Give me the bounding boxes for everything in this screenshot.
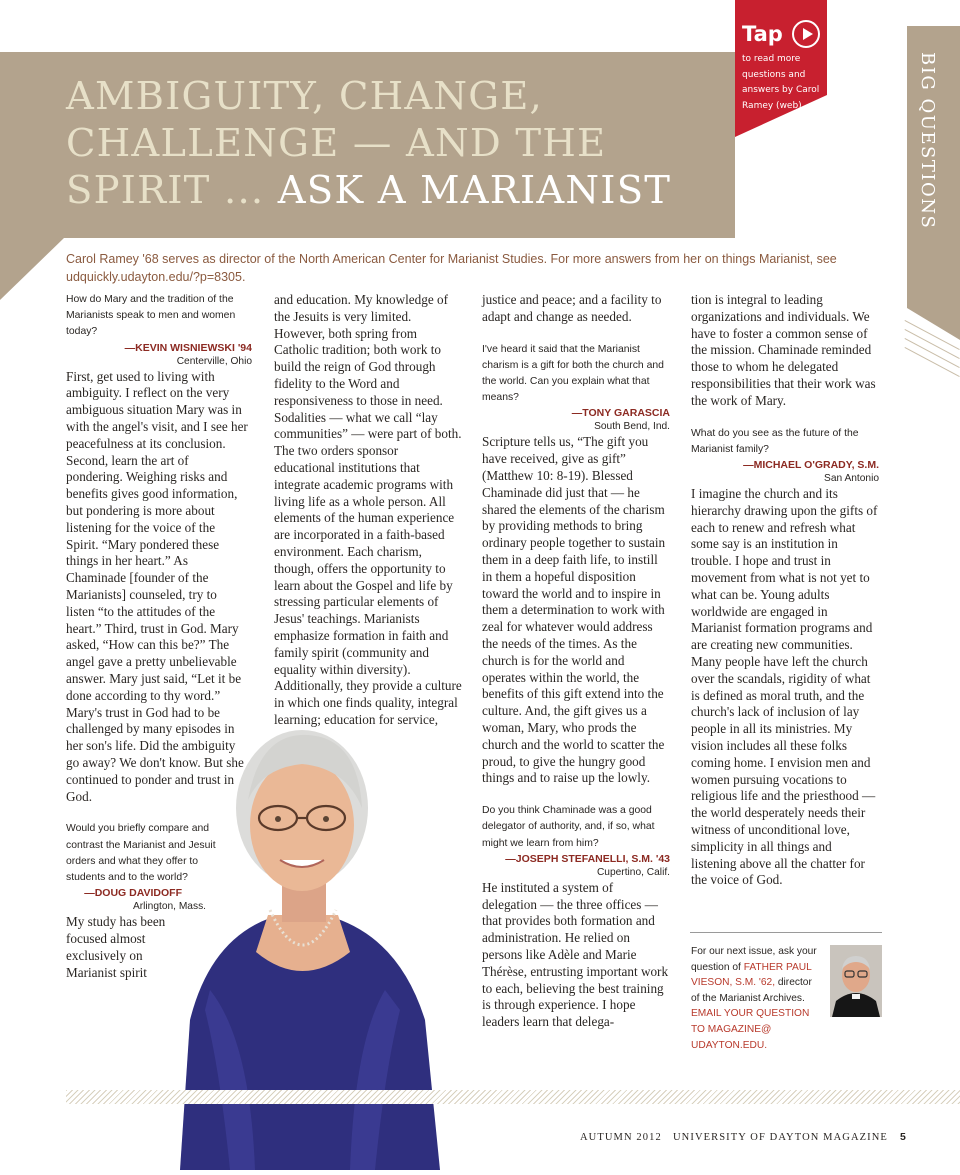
question-2: Would you briefly compare and contrast the Marianist and Jesuit orders and what they offer to students and to the world? (66, 823, 216, 883)
answer-5: I imagine the church and its hierarchy drawing upon the gifts of each to renew and refresh what some say is an institution in trouble. I hope and trust in movement from what is not yet to what can be. Young adults worldwide are engaged in Marianist formation programs and are creating new communities. Many people have left the church over the scandals, rigidity of what is defined as moral truth, and the church's lack of inclusion of lay people in all its ministries. My vision includes all these folks coming home. I envision men and women pursuing vocations to religious life and the priesthood — the world desperately needs their witness of unconditional love, simplicity in all things and listening above all the chatter for the voice of God. (691, 485, 878, 888)
paul-vieson-photo (830, 945, 882, 1017)
section-label: BIG QUESTIONS (917, 52, 938, 230)
answer-1: First, get used to living with ambiguity. I reflect on the very ambiguous situation Mary was in with the angel's visit, and I see her peacefulness at its conclusion. Second, learn the art of pondering. Weighing risks and benefits gives good information, but pondering is more about listening for the voice of the Spirit. “Mary pondered these things in her heart.” As Chaminade [founder of the Marianists] counseled, try to listen “to the attitudes of the heart.” Third, trust in God. Mary asked, “How can this be?” The angel gave a pretty unbelievable answer. Mary just said, “Let it be done according to thy word.” Mary's trust in God had to be challenged by many episodes in her son's life. Did the ambiguity go away? We don't know. But she continued to ponder and trust in God. (66, 368, 248, 804)
spacer (482, 787, 670, 803)
answer-4-continued: tion is integral to leading organizations and individuals. We have to foster a common sense of the mission. Chaminade reminded those to whom he delegated responsibilities that their work was the work of Mary. (691, 292, 876, 408)
question-5: What do you see as the future of the Marianist family? (691, 427, 859, 455)
answer-4: He instituted a system of delegation — the three offices — that provides both formation and administration. He relied on persons like Adèle and Marie Thérèse, entrusting important work to each, believing the best training is through experience. I hope leaders learn that delega- (482, 879, 669, 1030)
tap-label: Tap (742, 22, 783, 46)
column-3 (482, 292, 670, 1031)
answer-3: Scripture tells us, “The gift you have received, give as gift” (Matthew 10: 8-19). Blessed Chaminade did just that — he shared the elements of the charism by providing methods to bring ordinary people together to sustain them in a deep faith life, to instill in them a hopeful disposition toward the world and to inspire in them a determination to work with zeal for whatever would address the needs of the times. As the church is for the world and operates within the world, the benefits of this gift extend into the culture. And, the gift gives us a woman, Mary, who prods the church and the world to scatter the proud, to give the hungry good things and to raise up the lowly. (482, 434, 666, 786)
headline-line-3 (66, 168, 671, 214)
headline-line-1: AMBIGUITY, CHANGE, (66, 74, 543, 119)
next-issue-role: director of the Marianist Archives. (691, 977, 812, 1004)
column-2 (274, 292, 462, 729)
next-issue-note (691, 944, 821, 1053)
footer-hatch-divider (66, 1090, 960, 1104)
headline-line-2: CHALLENGE — AND THE (66, 121, 607, 166)
asker-location: South Bend, Ind. (594, 421, 670, 433)
spacer (691, 410, 879, 426)
headline-spirit: SPIRIT ... (66, 168, 278, 213)
headline-ask-a-marianist: ASK A MARIANIST (277, 168, 672, 213)
asker-name: —KEVIN WISNIEWSKI '94 (124, 341, 252, 354)
asker-location: San Antonio (824, 472, 879, 484)
asker-location: Cupertino, Calif. (596, 866, 670, 878)
column-4 (691, 292, 879, 889)
answer-2-end: justice and peace; and a facility to adapt and change as needed. (482, 292, 662, 324)
page-number: 5 (899, 1131, 907, 1143)
section-tab-text (907, 26, 960, 308)
asker-name: —JOSEPH STEFANELLI, S.M. '43 (505, 852, 670, 865)
play-icon (792, 20, 820, 48)
issue-label: AUTUMN 2012 UNIVERSITY OF DAYTON MAGAZINE (580, 1132, 888, 1143)
answer-2-continued: and education. My knowledge of the Jesuits is very limited. However, both spring from Catholic tradition; both work to build the reign of God through fidelity to the Word and responsiveness to those in need. Sodalities — what we call “lay communities” — were part of both. The two orders sponsor educational institutions that integrate academic programs with living life as a whole person. All elements of the human experience are incorporated in a faith-based environment. Each charism, though, offers the opportunity to learn about the Gospel and life by stressing particular elements of Jesus' teachings. Marianists emphasize formation in faith and family spirit (community and equality within diversity). Additionally, they provide a culture in which one finds quality, integral learning; education for service, (274, 292, 462, 727)
title-band-corner (0, 238, 64, 300)
asker-location: Centerville, Ohio (176, 355, 252, 367)
next-issue-rule (690, 932, 882, 933)
question-1: How do Mary and the tradition of the Marianists speak to men and women today? (66, 294, 236, 338)
intro-paragraph: Carol Ramey '68 serves as director of the North American Center for Marianist Studies. For more answers from her on things Marianist, see udquickly.udayton.edu/?p=8305. (66, 252, 837, 284)
question-3: I've heard it said that the Marianist charism is a gift for both the church and the world. Can you explain what that means? (482, 343, 664, 404)
tap-description: to read more questions and answers by Carol Ramey (web). (742, 54, 820, 111)
question-4: Do you think Chaminade was a good delegator of authority, and, if so, what might we learn from him? (482, 805, 655, 849)
next-issue-lead: For our next issue, ask your question of (691, 946, 817, 973)
spacer (482, 326, 670, 342)
email-question-link[interactable]: EMAIL YOUR QUESTION TO MAGAZINE@ UDAYTON.EDU. (691, 1008, 810, 1051)
page-footer (580, 1131, 907, 1143)
headshot-illustration (830, 945, 882, 1017)
tap-web-link[interactable] (735, 0, 827, 136)
asker-location: Arlington, Mass. (132, 901, 206, 913)
asker-name: —TONY GARASCIA (571, 407, 670, 420)
answer-2: My study has been focused almost exclusively on Marianist spirit (66, 914, 166, 980)
asker-name: —MICHAEL O'GRADY, S.M. (743, 458, 879, 471)
next-issue-person: FATHER PAUL VIESON, S.M. '62, (691, 961, 812, 989)
asker-name: —DOUG DAVIDOFF (84, 887, 182, 900)
